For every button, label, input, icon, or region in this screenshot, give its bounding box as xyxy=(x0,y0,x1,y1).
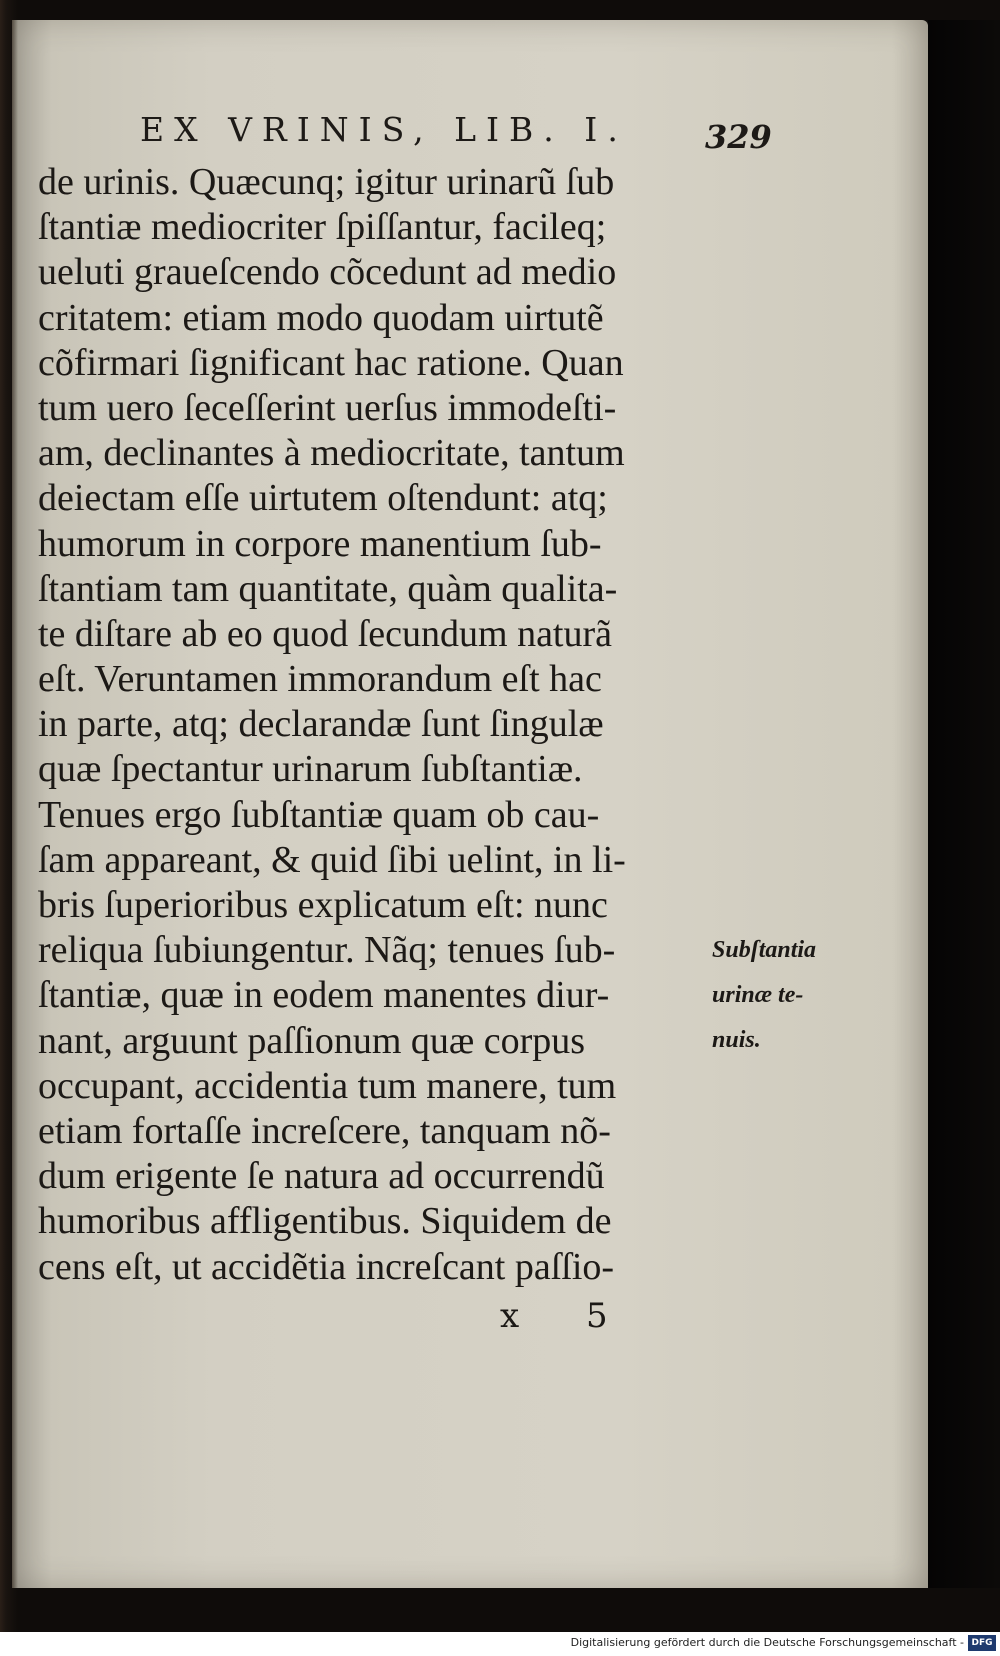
text-line: reliqua ſubiungentur. Nãq; tenues ſub- xyxy=(38,929,616,972)
text-line: ueluti graueſcendo cõcedunt ad medio xyxy=(38,251,617,294)
text-line: dum erigente ſe natura ad occurrendũ xyxy=(38,1155,605,1198)
text-line: ſtantiæ, quæ in eodem manentes diur- xyxy=(38,974,610,1017)
funding-credit: Digitalisierung gefördert durch die Deutsche Forschungsgemeinschaft - xyxy=(570,1636,964,1649)
text-line: occupant, accidentia tum manere, tum xyxy=(38,1064,617,1107)
text-line: ſtantiæ mediocriter ſpiſſantur, facileq; xyxy=(38,206,607,249)
text-line: de urinis. Quæcunq; igitur urinarũ ſub xyxy=(38,161,615,203)
text-line: cõfirmari ſignificant hac ratione. Quan xyxy=(38,341,624,384)
text-line: tum uero ſeceſſerint uerſus immodeſti- xyxy=(38,386,617,429)
text-line: ſam appareant, & quid ſibi uelint, in li- xyxy=(38,838,626,881)
text-line: Tenues ergo ſubſtantiæ quam ob cau- xyxy=(38,793,600,836)
text-line: deiectam eſſe uirtutem oſtendunt: atq; xyxy=(38,477,608,520)
marginal-note-line: nuis. xyxy=(712,1027,761,1053)
text-line: cens eſt, ut accidẽtia increſcant paſſio- xyxy=(38,1245,615,1288)
marginal-note-line: Subſtantia xyxy=(712,937,817,963)
text-line: etiam fortaſſe increſcere, tanquam nõ- xyxy=(38,1109,611,1152)
text-line: eſt. Veruntamen immorandum eſt hac xyxy=(38,658,602,701)
running-head: EX VRINIS, LIB. I. xyxy=(140,110,628,149)
text-line: in parte, atq; declarandæ ſunt ſingulæ xyxy=(38,703,604,746)
book-edge-shadow xyxy=(928,20,1000,1588)
footer-bar xyxy=(0,1632,1000,1656)
body-text xyxy=(38,160,708,1290)
signature-mark: x 5 xyxy=(500,1296,636,1336)
text-line: critatem: etiam modo quodam uirtutẽ xyxy=(38,296,604,339)
text-line: am, declinantes à mediocritate, tantum xyxy=(38,432,625,475)
text-line: te diſtare ab eo quod ſecundum naturã xyxy=(38,612,613,655)
marginal-note xyxy=(712,928,852,1063)
text-line: bris ſuperioribus explicatum eſt: nunc xyxy=(38,884,608,926)
page-number: 329 xyxy=(705,118,772,156)
text-line: humorum in corpore manentium ſub- xyxy=(38,522,602,565)
text-line: humoribus affligentibus. Siquidem de xyxy=(38,1200,612,1243)
dfg-logo-icon: DFG xyxy=(968,1635,996,1651)
text-line: nant, arguunt paſſionum quæ corpus xyxy=(38,1019,586,1062)
text-line: quæ ſpectantur urinarum ſubſtantiæ. xyxy=(38,748,583,791)
text-line: ſtantiam tam quantitate, quàm qualita- xyxy=(38,567,618,610)
marginal-note-line: urinæ te- xyxy=(712,982,804,1008)
